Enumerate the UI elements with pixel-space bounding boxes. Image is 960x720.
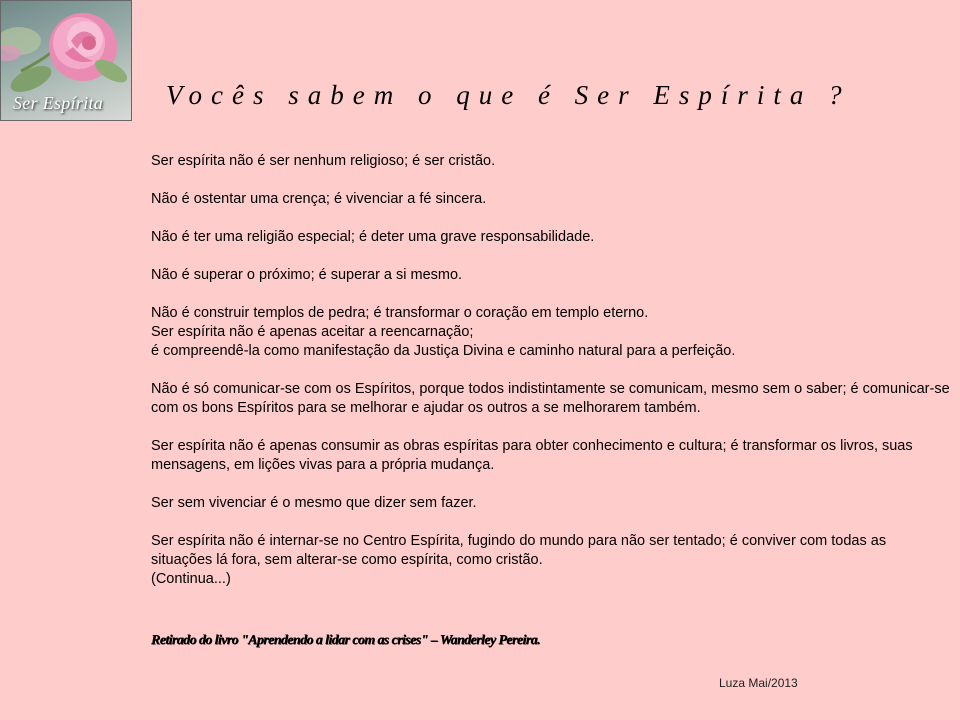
paragraph-6: Não é só comunicar-se com os Espíritos, porque todos indistintamente se comunicam, mesmo sem o saber; é comunicar-se com os bons Espíritos para se melhorar e ajudar os outros a se melhorarem também.	[151, 381, 950, 416]
page-title: Vocês sabem o que é Ser Espírita ?	[166, 80, 851, 110]
paragraph-1: Ser espírita não é ser nenhum religioso; é ser cristão.	[151, 153, 496, 169]
paragraph-4: Não é superar o próximo; é superar a si mesmo.	[151, 267, 463, 283]
paragraph-8: Ser sem vivenciar é o mesmo que dizer sem fazer.	[151, 495, 477, 511]
paragraph-3: Não é ter uma religião especial; é deter uma grave responsabilidade.	[151, 229, 595, 245]
paragraph-7: Ser espírita não é apenas consumir as obras espíritas para obter conhecimento e cultura; é transformar os livros, suas mensagens, em lições vivas para a própria mudança.	[151, 438, 913, 473]
paragraph-5: Não é construir templos de pedra; é transformar o coração em templo eterno. Ser espírita não é apenas aceitar a reencarnação; é compreendê-la como manifestação da Justiça Divina e caminho natural para a perfeição.	[151, 305, 736, 359]
author-credit: Luza Mai/2013	[719, 676, 798, 690]
logo-label: Ser Espírita	[13, 93, 104, 113]
paragraph-9: Ser espírita não é internar-se no Centro Espírita, fugindo do mundo para não ser tentado; é conviver com todas as situações lá fora, sem alterar-se como espírita, como cristão. (Continua...)	[151, 533, 887, 587]
source-citation: Retirado do livro "Aprendendo a lidar com as crises" – Wanderley Pereira.	[151, 633, 540, 648]
text-body	[151, 152, 951, 589]
paragraph-2: Não é ostentar uma crença; é vivenciar a fé sincera.	[151, 191, 487, 207]
logo-image	[0, 0, 132, 121]
